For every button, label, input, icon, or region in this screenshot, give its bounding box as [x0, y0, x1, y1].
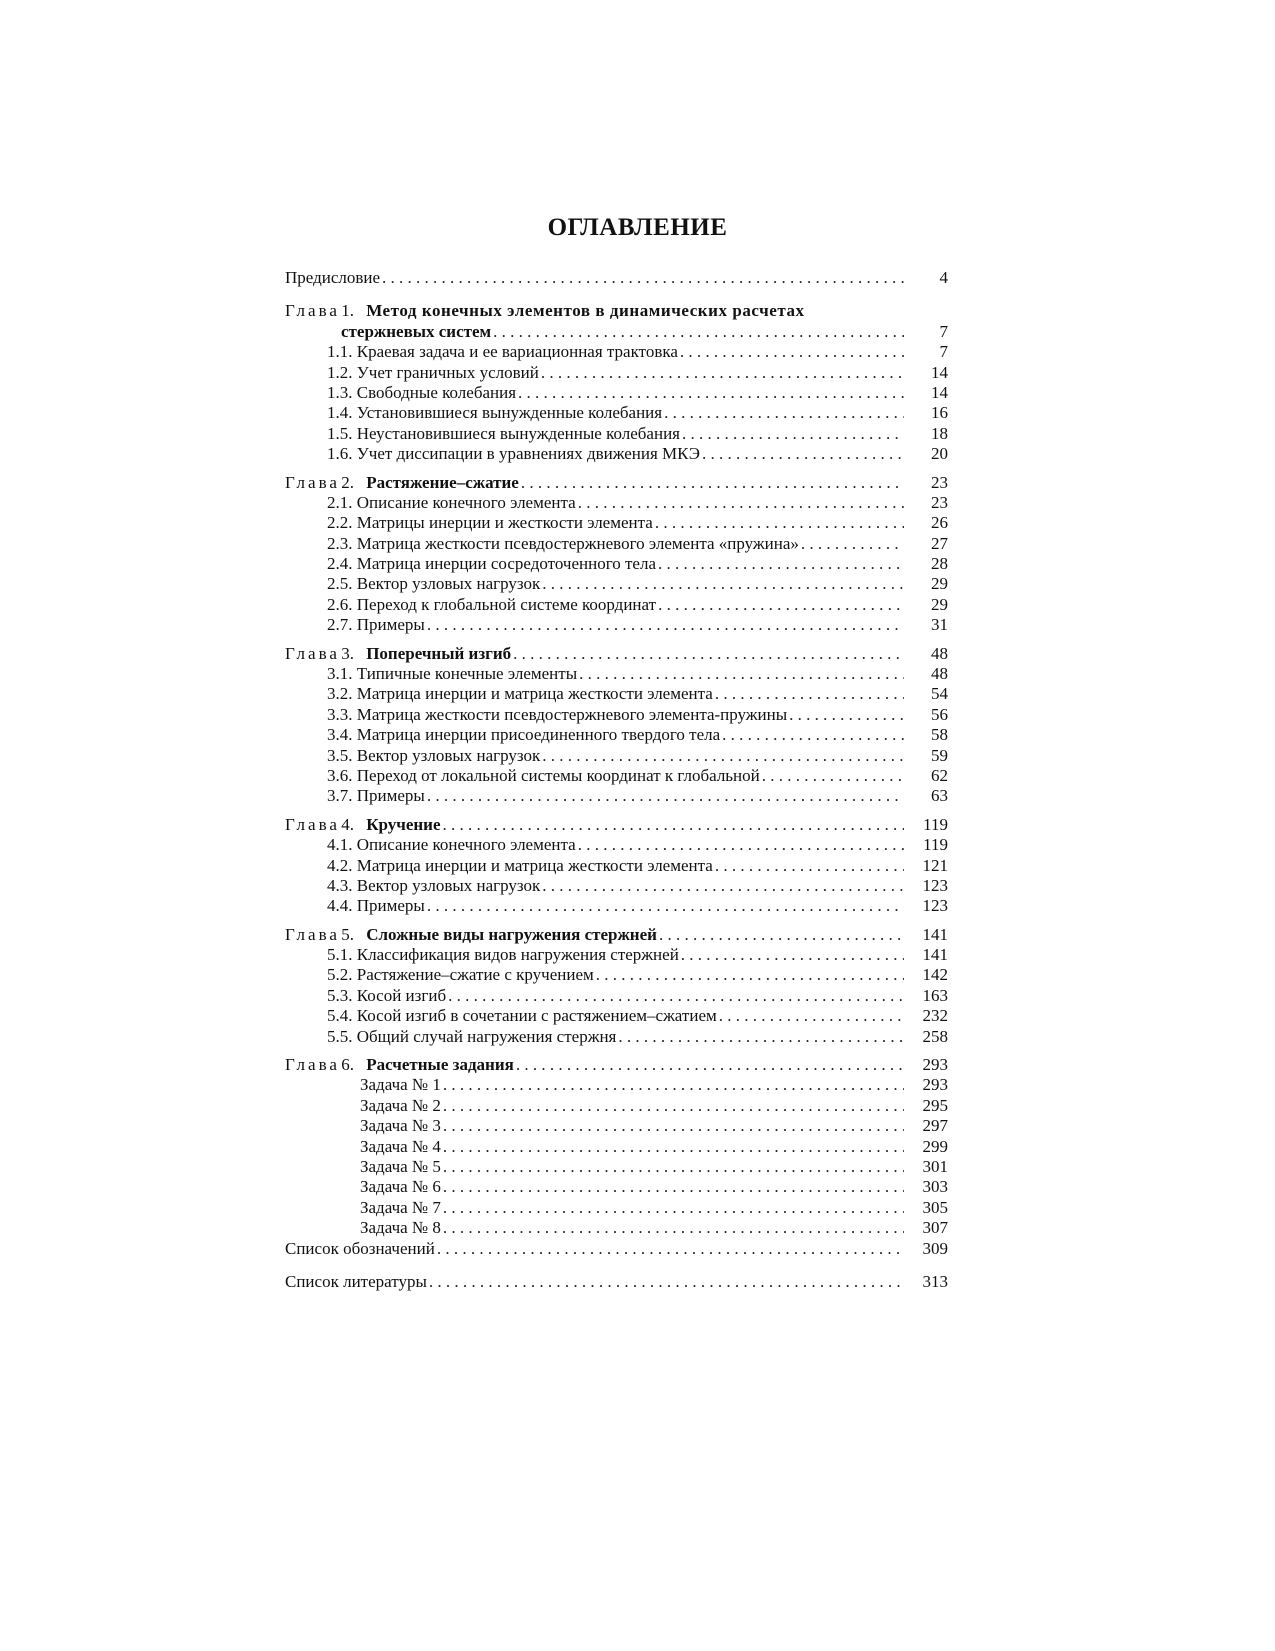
toc-chapter-5-heading[interactable]: [285, 925, 948, 945]
page-number: 141: [922, 945, 948, 965]
leader-dots: [443, 815, 904, 835]
toc-section[interactable]: [285, 574, 948, 594]
chapter-title: Метод конечных элементов в динамических расчетах: [366, 301, 805, 321]
toc-task[interactable]: [285, 1157, 948, 1177]
leader-dots: [493, 322, 904, 342]
toc-section[interactable]: [285, 684, 948, 704]
page-number: 295: [922, 1095, 948, 1115]
toc-section[interactable]: [285, 856, 948, 876]
section-number: 4.1.: [327, 835, 353, 855]
page-number: 293: [922, 1055, 948, 1075]
toc-entry-label: Предисловие: [285, 267, 381, 287]
section-label: Учет диссипации в уравнениях движения МКЭ: [356, 444, 700, 464]
leader-dots: [789, 705, 904, 725]
page-number: 63: [931, 786, 948, 806]
page-number: 142: [922, 965, 948, 985]
leader-dots: [382, 268, 904, 288]
leader-dots: [722, 725, 904, 745]
leader-dots: [516, 1055, 904, 1075]
page-number: 27: [931, 533, 948, 553]
chapter-number: 3.: [341, 643, 354, 663]
leader-dots: [578, 835, 904, 855]
toc-task[interactable]: [285, 1096, 948, 1116]
page-number: 258: [922, 1026, 948, 1046]
section-label: Описание конечного элемента: [356, 492, 576, 512]
leader-dots: [702, 444, 904, 464]
page-number: 7: [939, 321, 948, 341]
page-number: 121: [922, 855, 948, 875]
section-number: 2.4.: [327, 554, 353, 574]
task-label: Задача № 8: [360, 1218, 441, 1238]
task-label: Задача № 4: [360, 1136, 441, 1156]
leader-dots: [443, 1096, 904, 1116]
task-label: Задача № 6: [360, 1177, 441, 1197]
page-number: 20: [931, 444, 948, 464]
toc-section[interactable]: [285, 424, 948, 444]
toc-task[interactable]: [285, 1116, 948, 1136]
toc-entry-preface[interactable]: [285, 268, 948, 288]
page-number: 59: [931, 745, 948, 765]
toc-task[interactable]: [285, 1198, 948, 1218]
leader-dots: [443, 1116, 904, 1136]
task-label: Задача № 7: [360, 1197, 441, 1217]
task-label: Задача № 3: [360, 1116, 441, 1136]
toc-section[interactable]: [285, 945, 948, 965]
leader-dots: [762, 766, 904, 786]
leader-dots: [443, 1177, 904, 1197]
section-label: Матрица инерции сосредоточенного тела: [356, 554, 657, 574]
toc-entry-notation[interactable]: [285, 1239, 948, 1259]
section-label: Переход к глобальной системе координат: [356, 594, 657, 614]
section-label: Учет граничных условий: [356, 362, 539, 382]
chapter-word: Глава: [285, 924, 340, 944]
section-number: 1.4.: [327, 403, 353, 423]
page-number: 301: [922, 1157, 948, 1176]
leader-dots: [427, 786, 904, 806]
section-number: 1.3.: [327, 382, 353, 402]
section-label: Классификация видов нагружения стержней: [356, 945, 679, 965]
chapter-word: Глава: [285, 643, 340, 663]
page-number: 48: [931, 664, 948, 684]
page-number: 163: [922, 985, 948, 1005]
leader-dots: [664, 403, 904, 423]
section-label: Растяжение–сжатие с кручением: [356, 965, 594, 985]
toc-section[interactable]: [285, 1006, 948, 1026]
section-number: 2.6.: [327, 594, 353, 614]
page-number: 4: [939, 267, 948, 287]
leader-dots: [542, 876, 904, 896]
section-number: 1.6.: [327, 444, 353, 464]
leader-dots: [659, 925, 904, 945]
page-number: 313: [922, 1271, 948, 1291]
page-number: 62: [931, 765, 948, 785]
section-label: Вектор узловых нагрузок: [356, 875, 541, 895]
page-number: 14: [931, 362, 948, 382]
leader-dots: [437, 1239, 904, 1259]
page-number: 299: [922, 1136, 948, 1156]
section-label: Типичные конечные элементы: [356, 664, 578, 684]
leader-dots: [719, 1006, 904, 1026]
leader-dots: [579, 664, 904, 684]
toc-chapter-3-heading[interactable]: [285, 644, 948, 664]
toc-entry-label: Список обозначений: [285, 1238, 435, 1258]
page-number: 119: [923, 814, 948, 834]
page-number: 305: [922, 1197, 948, 1217]
leader-dots: [655, 513, 904, 533]
page-number: 58: [931, 725, 948, 745]
page-number: 7: [939, 342, 948, 362]
page-number: 31: [931, 615, 948, 635]
section-number: 1.1.: [327, 342, 353, 362]
leader-dots: [521, 473, 904, 493]
toc-entry-label: Список литературы: [285, 1271, 427, 1291]
section-number: 1.2.: [327, 362, 353, 382]
toc-section[interactable]: [285, 746, 948, 766]
leader-dots: [542, 746, 904, 766]
leader-dots: [443, 1218, 904, 1238]
toc-section[interactable]: [285, 986, 948, 1006]
chapter-number: 6.: [341, 1055, 354, 1075]
toc-section[interactable]: [285, 766, 948, 786]
chapter-title: Расчетные задания: [366, 1055, 514, 1075]
section-number: 2.7.: [327, 615, 353, 635]
section-label: Вектор узловых нагрузок: [356, 574, 541, 594]
leader-dots: [658, 554, 904, 574]
chapter-number: 1.: [341, 301, 354, 321]
section-label: Матрица инерции присоединенного твердого тела: [356, 725, 721, 745]
page-number: 123: [922, 896, 948, 916]
section-label: Свободные колебания: [356, 382, 517, 402]
toc-section[interactable]: [285, 786, 948, 806]
task-label: Задача № 2: [360, 1095, 441, 1115]
section-label: Переход от локальной системы координат к глобальной: [356, 765, 760, 785]
section-number: 2.2.: [327, 513, 353, 533]
leader-dots: [443, 1198, 904, 1218]
toc-section[interactable]: [285, 876, 948, 896]
toc-section[interactable]: [285, 966, 948, 986]
page-number: 309: [922, 1238, 948, 1258]
page-number: 54: [931, 684, 948, 704]
leader-dots: [658, 595, 904, 615]
leader-dots: [618, 1027, 904, 1047]
section-label: Примеры: [356, 896, 425, 916]
chapter-title: Растяжение–сжатие: [366, 472, 519, 492]
leader-dots: [443, 1075, 904, 1095]
toc-section[interactable]: [285, 554, 948, 574]
section-number: 5.3.: [327, 985, 353, 1005]
section-label: Косой изгиб: [356, 985, 447, 1005]
section-number: 2.5.: [327, 574, 353, 594]
task-label: Задача № 5: [360, 1157, 441, 1176]
toc-section[interactable]: [285, 534, 948, 554]
toc-section[interactable]: [285, 705, 948, 725]
section-label: Краевая задача и ее вариационная трактовка: [356, 342, 678, 362]
leader-dots: [542, 574, 904, 594]
page-number: 23: [931, 472, 948, 492]
toc-section[interactable]: [285, 615, 948, 635]
toc-section[interactable]: [285, 896, 948, 916]
toc-section[interactable]: [285, 342, 948, 362]
section-number: 3.5.: [327, 745, 353, 765]
section-number: 3.4.: [327, 725, 353, 745]
leader-dots: [427, 896, 904, 916]
toc-section[interactable]: [285, 493, 948, 513]
section-label: Установившиеся вынужденные колебания: [356, 403, 663, 423]
toc-section[interactable]: [285, 1027, 948, 1047]
leader-dots: [681, 945, 904, 965]
chapter-title-continued: стержневых систем: [341, 321, 492, 341]
chapter-word: Глава: [285, 301, 340, 321]
section-label: Примеры: [356, 786, 425, 806]
toc-section[interactable]: [285, 383, 948, 403]
section-label: Матрицы инерции и жесткости элемента: [356, 513, 653, 533]
table-of-contents: [285, 268, 948, 1292]
page-number: 26: [931, 513, 948, 533]
task-label: Задача № 1: [360, 1075, 441, 1095]
section-label: Неустановившиеся вынужденные колебания: [356, 423, 680, 443]
section-label: Матрица инерции и матрица жесткости элемента: [356, 684, 713, 704]
toc-task[interactable]: [285, 1177, 948, 1197]
chapter-word: Глава: [285, 472, 340, 492]
section-number: 2.1.: [327, 492, 353, 512]
toc-task[interactable]: [285, 1075, 948, 1095]
toc-section[interactable]: [285, 363, 948, 383]
page-number: 119: [923, 835, 948, 855]
page-number: 141: [922, 924, 948, 944]
page-number: 307: [922, 1218, 948, 1238]
leader-dots: [513, 644, 904, 664]
toc-section[interactable]: [285, 835, 948, 855]
section-label: Вектор узловых нагрузок: [356, 745, 541, 765]
toc-section[interactable]: [285, 664, 948, 684]
chapter-number: 5.: [341, 924, 354, 944]
toc-section[interactable]: [285, 444, 948, 464]
page-number: 303: [922, 1177, 948, 1197]
page-number: 56: [931, 704, 948, 724]
page-number: 28: [931, 554, 948, 574]
leader-dots: [578, 493, 904, 513]
toc-task[interactable]: [285, 1137, 948, 1157]
section-number: 3.3.: [327, 704, 353, 724]
page-number: 48: [931, 643, 948, 663]
toc-chapter-6-heading[interactable]: [285, 1055, 948, 1075]
leader-dots: [801, 534, 904, 554]
section-number: 4.4.: [327, 896, 353, 916]
toc-section[interactable]: [285, 725, 948, 745]
section-number: 3.1.: [327, 664, 353, 684]
page-number: 23: [931, 492, 948, 512]
page-number: 14: [931, 382, 948, 402]
leader-dots: [715, 856, 904, 876]
page-number: 18: [931, 423, 948, 443]
toc-chapter-4-heading[interactable]: [285, 815, 948, 835]
section-label: Общий случай нагружения стержня: [356, 1026, 617, 1046]
chapter-number: 4.: [341, 814, 354, 834]
page-number: 293: [922, 1075, 948, 1095]
leader-dots: [427, 615, 904, 635]
leader-dots: [682, 424, 904, 444]
page-number: 123: [922, 875, 948, 895]
section-label: Примеры: [356, 615, 425, 635]
toc-task[interactable]: [285, 1218, 948, 1238]
leader-dots: [715, 684, 904, 704]
page-number: 232: [922, 1006, 948, 1026]
leader-dots: [429, 1272, 904, 1292]
section-number: 2.3.: [327, 533, 353, 553]
section-number: 5.5.: [327, 1026, 353, 1046]
toc-entry-references[interactable]: [285, 1272, 948, 1292]
leader-dots: [541, 363, 904, 383]
section-number: 5.2.: [327, 965, 353, 985]
leader-dots: [443, 1137, 904, 1157]
section-label: Описание конечного элемента: [356, 835, 576, 855]
leader-dots: [680, 342, 904, 362]
page-number: 297: [922, 1116, 948, 1136]
toc-section[interactable]: [285, 403, 948, 423]
section-number: 3.2.: [327, 684, 353, 704]
section-label: Матрица жесткости псевдостержневого элемента «пружина»: [356, 533, 799, 553]
section-number: 5.1.: [327, 945, 353, 965]
page-number: 29: [931, 574, 948, 594]
page-title: ОГЛАВЛЕНИЕ: [547, 214, 728, 241]
toc-section[interactable]: [285, 595, 948, 615]
section-number: 1.5.: [327, 423, 353, 443]
chapter-number: 2.: [341, 472, 354, 492]
chapter-title: Сложные виды нагружения стержней: [366, 924, 657, 944]
chapter-title: Поперечный изгиб: [366, 643, 512, 663]
toc-chapter-1-heading-cont[interactable]: [285, 322, 948, 342]
section-number: 4.2.: [327, 855, 353, 875]
section-number: 5.4.: [327, 1006, 353, 1026]
section-number: 3.6.: [327, 765, 353, 785]
toc-section[interactable]: [285, 513, 948, 533]
page-number: 29: [931, 594, 948, 614]
section-label: Матрица инерции и матрица жесткости элемента: [356, 855, 713, 875]
leader-dots: [443, 1157, 904, 1177]
leader-dots: [596, 965, 904, 985]
section-number: 4.3.: [327, 875, 353, 895]
section-label: Косой изгиб в сочетании с растяжением–сжатием: [356, 1006, 717, 1026]
chapter-word: Глава: [285, 814, 340, 834]
section-number: 3.7.: [327, 786, 353, 806]
page-number: 16: [931, 403, 948, 423]
chapter-word: Глава: [285, 1055, 340, 1075]
leader-dots: [448, 986, 904, 1006]
toc-chapter-1-heading[interactable]: [285, 301, 948, 321]
toc-chapter-2-heading[interactable]: [285, 473, 948, 493]
leader-dots: [518, 383, 904, 403]
chapter-title: Кручение: [366, 814, 441, 834]
section-label: Матрица жесткости псевдостержневого элемента-пружины: [356, 704, 788, 724]
